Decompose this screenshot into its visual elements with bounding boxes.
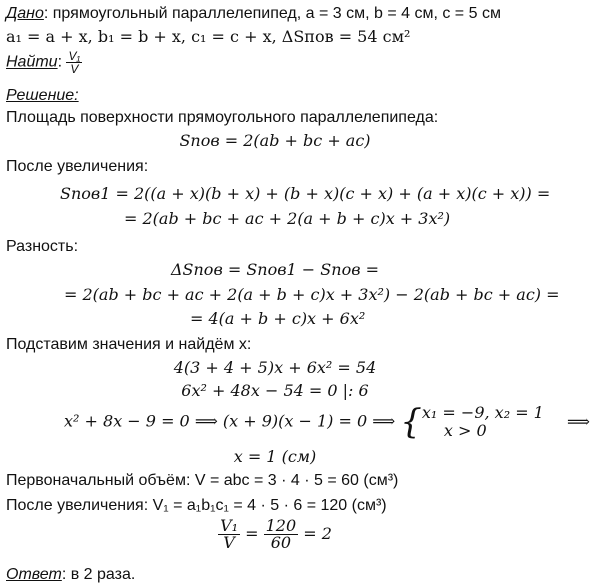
given-label: Дано (6, 5, 44, 22)
equation-3-left: x² + 8x − 9 = 0 ⟹ (x + 9)(x − 1) = 0 ⟹ (64, 411, 396, 431)
equation-3-right: ⟹ (566, 411, 590, 431)
given-text: : прямоугольный параллелепипед, a = 3 см, b = 4 см, c = 5 см (43, 5, 501, 22)
surface-heading: Площадь поверхности прямоугольного параллелепипеда: (6, 109, 439, 126)
initial-volume: Первоначальный объём: V = abc = 3 · 4 · 5 = 60 (см³) (6, 472, 399, 489)
system (422, 404, 544, 440)
solution-label: Решение: (6, 87, 79, 104)
increase-formula-1: Sпов1 = 2((a + x)(b + x) + (b + x)(c + x) + (a + x)(c + x)) = (60, 184, 551, 203)
given-line (6, 4, 501, 24)
given-line-2: a₁ = a + x, b₁ = b + x, c₁ = c + x, ΔSпов = 54 см² (6, 27, 411, 46)
increase-heading: После увеличения: (6, 158, 149, 175)
answer-label: Ответ (6, 566, 62, 583)
difference-heading: Разность: (6, 238, 79, 255)
substitute-heading: Подставим значения и найдём x: (6, 336, 252, 353)
answer-line (6, 565, 135, 585)
equation-2: 6x² + 48x − 54 = 0 |: 6 (181, 381, 369, 400)
difference-formula-1: ΔSпов = Sпов1 − Sпов = (170, 260, 379, 279)
system-brace: { (400, 402, 422, 442)
system-line-2: x > 0 (443, 421, 487, 440)
difference-formula-3: = 4(a + b + c)x + 6x² (190, 309, 366, 328)
find-label: Найти (6, 53, 58, 71)
surface-formula: Sпов = 2(ab + bc + ac) (179, 131, 371, 150)
equation-1: 4(3 + 4 + 5)x + 6x² = 54 (173, 358, 377, 377)
find-fraction: $\frac{\text{V₁}}{V}$ (68, 49, 81, 76)
increase-formula-2: = 2(ab + bc + ac + 2(a + b + c)x + 3x²) (124, 209, 451, 228)
after-volume: После увеличения: V₁ = a₁b₁c₁ = 4 · 5 · 6 = 120 (см³) (6, 497, 387, 514)
answer-x: x = 1 (см) (233, 447, 317, 466)
system-line-1: x₁ = −9, x₂ = 1 (421, 403, 544, 422)
ratio-fraction-2: $\frac{120}{60}$ (265, 516, 297, 552)
ratio-line: $\frac{\text{V₁}}{V}$ = $\frac{120}{60}$ = 2 (220, 516, 332, 552)
difference-formula-2: = 2(ab + bc + ac + 2(a + b + c)x + 3x²) − 2(ab + bc + ac) = (64, 285, 560, 304)
find-line: Найти: $\frac{\text{V₁}}{V}$ (6, 49, 81, 76)
answer-text: : в 2 раза. (61, 566, 136, 583)
ratio-fraction-1: $\frac{\text{V₁}}{V}$ (220, 516, 239, 552)
equation-3 (64, 404, 590, 440)
